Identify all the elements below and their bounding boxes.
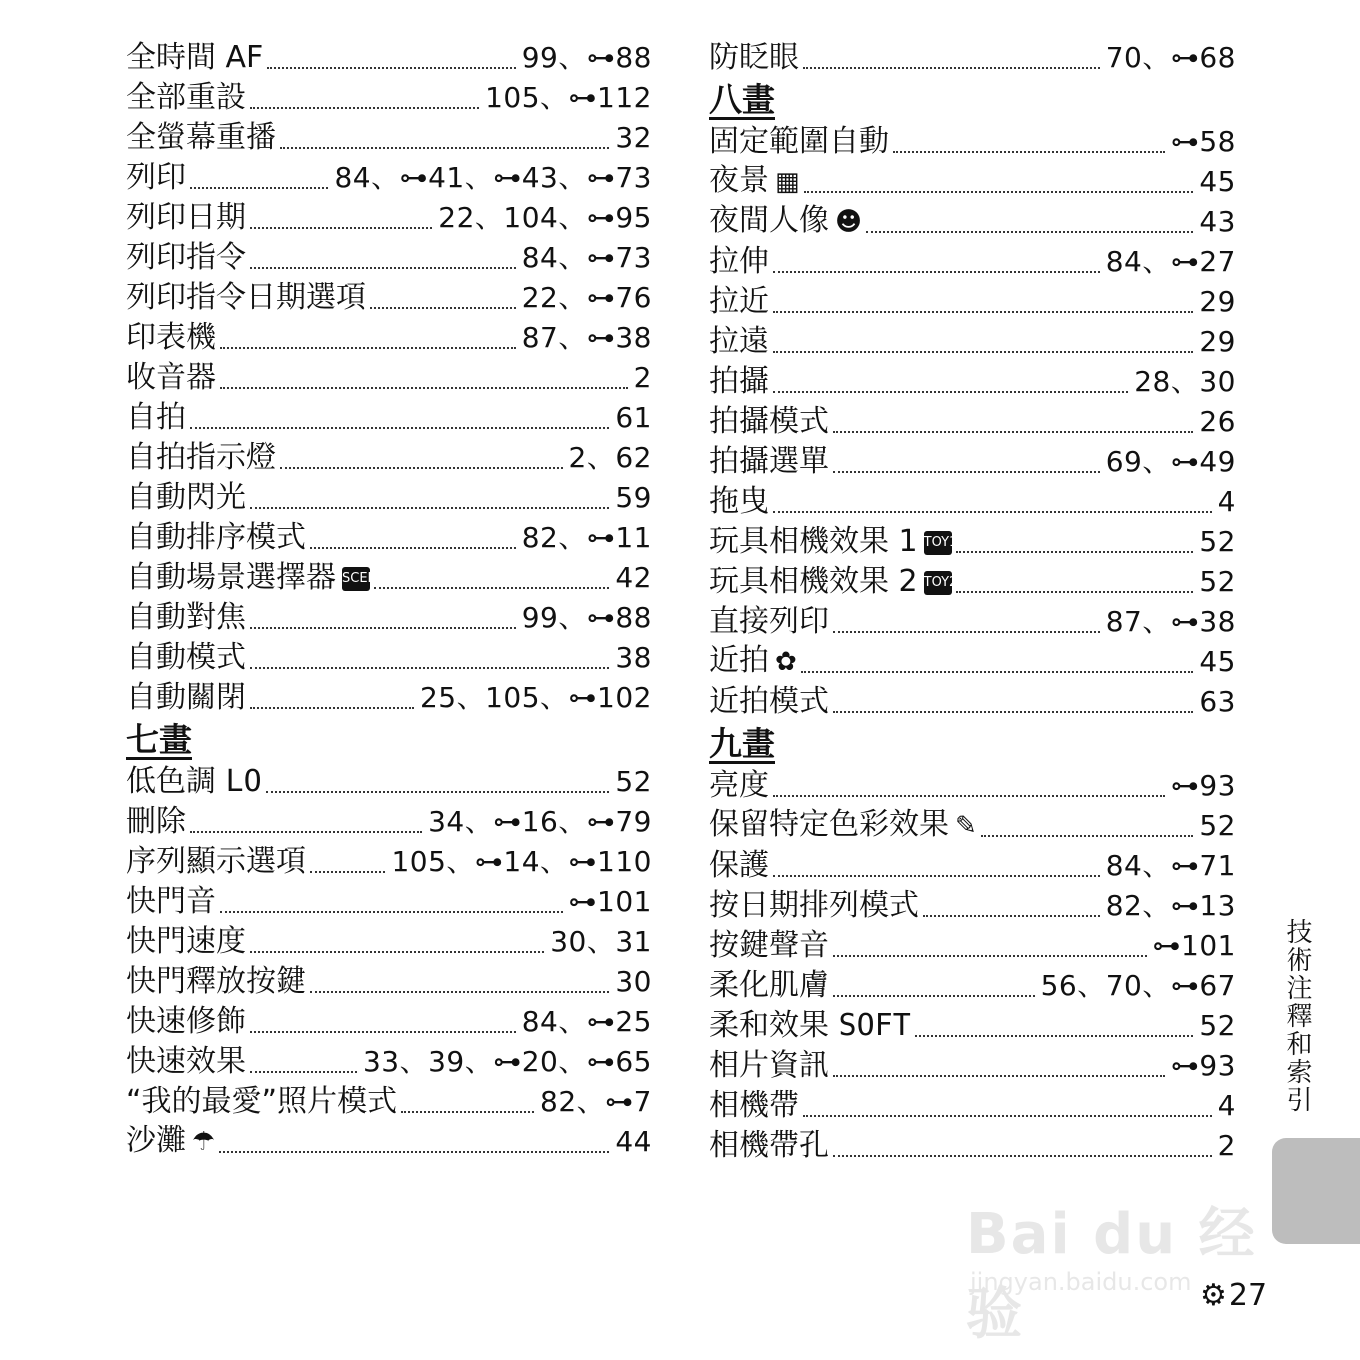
index-entry bbox=[126, 762, 652, 802]
index-page-refs: 30、31 bbox=[550, 925, 652, 958]
index-term-text: 快門釋放按鍵 bbox=[126, 964, 306, 999]
mode-icon: ▦ bbox=[775, 167, 800, 197]
index-term bbox=[709, 161, 800, 202]
index-page-refs: 52 bbox=[1199, 1009, 1236, 1042]
dot-leader bbox=[190, 427, 609, 429]
index-page-refs: 70、⊶68 bbox=[1105, 41, 1236, 74]
dot-leader bbox=[915, 1035, 1194, 1037]
index-term-text: 列印日期 bbox=[126, 200, 246, 235]
index-page-refs: ⊶93 bbox=[1170, 769, 1236, 802]
index-page-refs: 99、⊶88 bbox=[521, 601, 652, 634]
index-page-refs: 2 bbox=[633, 361, 652, 394]
mode-icon: ☻ bbox=[835, 207, 863, 237]
index-entry bbox=[709, 846, 1236, 886]
index-term-text: 拍攝模式 bbox=[709, 404, 829, 439]
dot-leader bbox=[310, 547, 516, 549]
index-term bbox=[709, 682, 829, 722]
index-term-text: “我的最愛”照片模式 bbox=[126, 1084, 398, 1119]
index-entry bbox=[126, 118, 652, 158]
index-entry bbox=[126, 802, 652, 842]
index-page-refs: 52 bbox=[1199, 525, 1236, 558]
index-term-text: 低色調 bbox=[126, 764, 216, 799]
index-term-text: 自動模式 bbox=[126, 640, 246, 675]
dot-leader bbox=[981, 835, 1194, 837]
index-term-text: 拉近 bbox=[709, 284, 769, 319]
dot-leader bbox=[803, 67, 1100, 69]
index-page-refs: 29 bbox=[1199, 325, 1236, 358]
dot-leader bbox=[220, 911, 563, 913]
index-page-refs: 22、⊶76 bbox=[521, 281, 652, 314]
dot-leader bbox=[804, 191, 1194, 193]
index-entry bbox=[709, 122, 1236, 162]
index-page-refs: 28、30 bbox=[1134, 365, 1236, 398]
dot-leader bbox=[833, 431, 1193, 433]
index-entry bbox=[709, 806, 1236, 846]
dot-leader bbox=[220, 347, 516, 349]
index-term bbox=[126, 922, 246, 962]
index-page-refs: 2、62 bbox=[568, 441, 652, 474]
index-entry bbox=[126, 678, 652, 718]
index-term bbox=[709, 362, 769, 402]
index-term bbox=[709, 602, 829, 642]
index-term bbox=[126, 678, 246, 718]
index-page-refs: 82、⊶13 bbox=[1105, 889, 1236, 922]
index-term bbox=[126, 38, 263, 78]
page-number bbox=[1200, 1278, 1267, 1313]
index-page-refs: 42 bbox=[615, 561, 652, 594]
index-term bbox=[709, 1046, 829, 1086]
section-side-label: 技術注釋和索引 bbox=[1282, 918, 1312, 1114]
index-term-text: 夜間人像 bbox=[709, 203, 829, 238]
index-term bbox=[126, 438, 276, 478]
index-entry bbox=[709, 682, 1236, 722]
index-term-text: 快速效果 bbox=[126, 1044, 246, 1079]
index-term bbox=[126, 158, 186, 198]
dot-leader bbox=[219, 1151, 609, 1153]
index-section-heading: 九畫 bbox=[709, 724, 775, 763]
index-entry bbox=[709, 402, 1236, 442]
index-term-text: 相片資訊 bbox=[709, 1048, 829, 1083]
index-page-refs: 32 bbox=[615, 121, 652, 154]
index-entry bbox=[126, 278, 652, 318]
index-page-refs: 87、⊶38 bbox=[521, 321, 652, 354]
dot-leader bbox=[370, 307, 516, 309]
index-term bbox=[126, 398, 186, 438]
index-entry bbox=[709, 642, 1236, 682]
dot-leader bbox=[220, 387, 628, 389]
index-term bbox=[126, 1002, 246, 1042]
index-entry bbox=[709, 282, 1236, 322]
dot-leader bbox=[833, 995, 1035, 997]
index-term-text: 刪除 bbox=[126, 804, 186, 839]
index-term-text: 保留特定色彩效果 bbox=[709, 807, 949, 842]
index-page-refs: 84、⊶73 bbox=[521, 241, 652, 274]
index-term bbox=[709, 641, 797, 682]
dot-leader bbox=[773, 795, 1165, 797]
index-term bbox=[709, 402, 829, 442]
index-page-refs: 59 bbox=[615, 481, 652, 514]
index-term bbox=[709, 38, 799, 78]
index-page-refs: 63 bbox=[1199, 685, 1236, 718]
index-page-refs: 43 bbox=[1199, 205, 1236, 238]
index-entry bbox=[126, 638, 652, 678]
index-page-refs: ⊶101 bbox=[568, 885, 652, 918]
index-page-refs: 45 bbox=[1199, 645, 1236, 678]
index-term bbox=[126, 278, 366, 318]
index-page-refs: 61 bbox=[615, 401, 652, 434]
index-term bbox=[709, 522, 958, 562]
dot-leader bbox=[401, 1111, 534, 1113]
index-entry bbox=[126, 558, 652, 598]
index-term-text: 列印 bbox=[126, 160, 186, 195]
index-page-refs: 69、⊶49 bbox=[1105, 445, 1236, 478]
mode-icon: ✿ bbox=[775, 647, 797, 677]
index-term bbox=[709, 805, 977, 846]
index-page-refs: ⊶101 bbox=[1152, 929, 1236, 962]
index-entry bbox=[709, 766, 1236, 806]
index-term-text: 直接列印 bbox=[709, 604, 829, 639]
dot-leader bbox=[250, 507, 609, 509]
index-entry bbox=[709, 1086, 1236, 1126]
dot-leader bbox=[833, 711, 1193, 713]
dot-leader bbox=[190, 831, 422, 833]
index-term-text: 自動排序模式 bbox=[126, 520, 306, 555]
index-entry bbox=[709, 362, 1236, 402]
index-term bbox=[126, 518, 306, 558]
index-page-refs: 33、39、⊶20、⊶65 bbox=[362, 1045, 652, 1078]
index-term-text: 列印指令 bbox=[126, 240, 246, 275]
index-term-text: 拉伸 bbox=[709, 244, 769, 279]
dot-leader bbox=[833, 955, 1147, 957]
dot-leader bbox=[923, 915, 1100, 917]
index-entry bbox=[126, 1002, 652, 1042]
index-term-text: 近拍模式 bbox=[709, 684, 829, 719]
index-page-refs: 84、⊶71 bbox=[1105, 849, 1236, 882]
index-page-refs: 26 bbox=[1199, 405, 1236, 438]
index-term-text: 收音器 bbox=[126, 360, 216, 395]
index-term-text: 自動閃光 bbox=[126, 480, 246, 515]
dot-leader bbox=[773, 875, 1100, 877]
index-term bbox=[126, 1082, 397, 1122]
technical-notes-icon: ⚙ bbox=[1200, 1278, 1227, 1313]
index-entry bbox=[126, 842, 652, 882]
index-term-text: 按日期排列模式 bbox=[709, 888, 919, 923]
dot-leader bbox=[250, 227, 432, 229]
index-term-text: 自動對焦 bbox=[126, 600, 246, 635]
index-term bbox=[709, 282, 769, 322]
dot-leader bbox=[833, 471, 1100, 473]
index-entry bbox=[126, 882, 652, 922]
index-term bbox=[709, 322, 769, 362]
mode-icon: ✎ bbox=[955, 811, 977, 841]
index-term bbox=[126, 882, 216, 922]
index-entry bbox=[126, 398, 652, 438]
index-page-refs: 105、⊶14、⊶110 bbox=[391, 845, 652, 878]
index-term bbox=[126, 1042, 246, 1082]
index-page-refs: 22、104、⊶95 bbox=[438, 201, 652, 234]
index-term-text: 玩具相機效果 2 bbox=[709, 564, 918, 599]
index-term-text: 近拍 bbox=[709, 643, 769, 678]
dot-leader bbox=[801, 671, 1194, 673]
index-term bbox=[709, 242, 769, 282]
dot-leader bbox=[773, 511, 1212, 513]
index-term-text: 快速修飾 bbox=[126, 1004, 246, 1039]
watermark-logo-text: Bai du 经验 bbox=[966, 1202, 1257, 1347]
dot-leader bbox=[956, 551, 1194, 553]
dot-leader bbox=[267, 67, 515, 69]
index-right-column bbox=[709, 38, 1236, 1166]
index-entry bbox=[126, 78, 652, 118]
page-number-value: 27 bbox=[1228, 1278, 1268, 1313]
dot-leader bbox=[250, 707, 414, 709]
index-term-text: 沙灘 bbox=[126, 1123, 186, 1158]
index-page-refs: 4 bbox=[1217, 485, 1236, 518]
index-page-refs: 44 bbox=[615, 1125, 652, 1158]
index-term bbox=[126, 238, 246, 278]
index-term-text: 自動場景選擇器 bbox=[126, 560, 336, 595]
dot-leader bbox=[190, 187, 328, 189]
index-page-refs: 45 bbox=[1199, 165, 1236, 198]
index-entry bbox=[126, 38, 652, 78]
index-page-refs: 25、105、⊶102 bbox=[419, 681, 652, 714]
index-entry bbox=[126, 1042, 652, 1082]
index-page-refs: 52 bbox=[1199, 809, 1236, 842]
index-entry bbox=[709, 242, 1236, 282]
index-term-text: 夜景 bbox=[709, 163, 769, 198]
index-term-text: 保護 bbox=[709, 848, 769, 883]
index-term-text: 全部重設 bbox=[126, 80, 246, 115]
mode-icon: ☂ bbox=[192, 1127, 216, 1157]
dot-leader bbox=[833, 1075, 1165, 1077]
index-page-refs: 84、⊶25 bbox=[521, 1005, 652, 1038]
index-term-text: 亮度 bbox=[709, 768, 769, 803]
index-term bbox=[126, 638, 246, 678]
index-term bbox=[126, 478, 246, 518]
index-term-text: 自拍 bbox=[126, 400, 186, 435]
index-page-refs: 56、70、⊶67 bbox=[1040, 969, 1236, 1002]
dot-leader bbox=[266, 791, 610, 793]
index-term bbox=[709, 562, 958, 602]
index-term bbox=[709, 1086, 799, 1126]
index-term bbox=[126, 802, 186, 842]
index-term bbox=[126, 1121, 215, 1162]
index-term-text: 相機帶孔 bbox=[709, 1128, 829, 1163]
index-term-text: 固定範圍自動 bbox=[709, 124, 889, 159]
dot-leader bbox=[803, 1115, 1212, 1117]
mode-icon: TOY2 bbox=[924, 571, 952, 595]
index-entry bbox=[709, 522, 1236, 562]
index-page-refs: 2 bbox=[1217, 1129, 1236, 1162]
index-entry bbox=[709, 322, 1236, 362]
index-term-text: 列印指令日期選項 bbox=[126, 280, 366, 315]
dot-leader bbox=[250, 107, 479, 109]
index-entry bbox=[709, 602, 1236, 642]
index-term bbox=[709, 482, 769, 522]
index-term-text: 全螢幕重播 bbox=[126, 120, 276, 155]
index-term bbox=[709, 766, 769, 806]
index-page-refs: ⊶58 bbox=[1170, 125, 1236, 158]
index-term-text: 快門速度 bbox=[126, 924, 246, 959]
index-entry bbox=[709, 926, 1236, 966]
dot-leader bbox=[956, 591, 1194, 593]
index-term-text: 序列顯示選項 bbox=[126, 844, 306, 879]
index-term bbox=[126, 558, 386, 598]
index-term bbox=[709, 846, 769, 886]
index-page-refs: 4 bbox=[1217, 1089, 1236, 1122]
index-section-heading: 七畫 bbox=[126, 720, 192, 759]
index-term bbox=[709, 1126, 829, 1166]
index-entry bbox=[126, 1122, 652, 1162]
index-term-text: 拉遠 bbox=[709, 324, 769, 359]
section-tab bbox=[1272, 1138, 1360, 1244]
index-term-text: 快門音 bbox=[126, 884, 216, 919]
dot-leader bbox=[250, 267, 516, 269]
index-entry bbox=[126, 158, 652, 198]
index-page-refs: 30 bbox=[615, 965, 652, 998]
index-term bbox=[709, 966, 829, 1006]
index-left-column bbox=[126, 38, 652, 1162]
dot-leader bbox=[250, 1031, 516, 1033]
index-term bbox=[126, 318, 216, 358]
index-entry bbox=[126, 518, 652, 558]
index-page-refs: 84、⊶41、⊶43、⊶73 bbox=[334, 161, 652, 194]
index-term-text: 拍攝選單 bbox=[709, 444, 829, 479]
index-term-text: 全時間 AF bbox=[126, 40, 264, 75]
index-term bbox=[126, 598, 246, 638]
index-term-text: 按鍵聲音 bbox=[709, 928, 829, 963]
index-entry bbox=[126, 962, 652, 1002]
index-term bbox=[126, 842, 306, 882]
index-page-refs: 105、⊶112 bbox=[485, 81, 652, 114]
dot-leader bbox=[310, 871, 385, 873]
mode-icon: TOY1 bbox=[924, 531, 952, 555]
index-page-refs: 29 bbox=[1199, 285, 1236, 318]
index-page-refs: 52 bbox=[615, 765, 652, 798]
index-entry bbox=[709, 202, 1236, 242]
index-entry bbox=[709, 886, 1236, 926]
index-entry bbox=[126, 598, 652, 638]
dot-leader bbox=[866, 231, 1193, 233]
index-term-text: 柔化肌膚 bbox=[709, 968, 829, 1003]
index-term bbox=[709, 122, 889, 162]
index-entry bbox=[126, 922, 652, 962]
index-entry bbox=[126, 238, 652, 278]
index-term bbox=[126, 118, 276, 158]
index-term bbox=[126, 358, 216, 398]
index-entry bbox=[709, 562, 1236, 602]
index-term bbox=[126, 198, 246, 238]
index-term-text: 玩具相機效果 1 bbox=[709, 524, 918, 559]
index-entry bbox=[709, 966, 1236, 1006]
dot-leader bbox=[773, 351, 1193, 353]
dot-leader bbox=[310, 991, 609, 993]
index-term-text: 柔和效果 bbox=[709, 1008, 829, 1043]
index-entry bbox=[126, 198, 652, 238]
dot-leader bbox=[280, 147, 609, 149]
index-term-text: 防眨眼 bbox=[709, 40, 799, 75]
effect-label-icon: SOFT bbox=[838, 1008, 911, 1043]
index-entry bbox=[709, 38, 1236, 78]
index-entry bbox=[709, 442, 1236, 482]
dot-leader bbox=[893, 151, 1165, 153]
index-page-refs: 87、⊶38 bbox=[1105, 605, 1236, 638]
index-entry bbox=[126, 318, 652, 358]
index-term-text: 相機帶 bbox=[709, 1088, 799, 1123]
index-entry bbox=[126, 1082, 652, 1122]
watermark-url: jingyan.baidu.com bbox=[970, 1268, 1192, 1296]
dot-leader bbox=[250, 951, 544, 953]
index-entry bbox=[126, 478, 652, 518]
index-term bbox=[126, 962, 306, 1002]
index-term bbox=[709, 926, 829, 966]
index-entry bbox=[126, 358, 652, 398]
index-page-refs: 82、⊶7 bbox=[540, 1085, 652, 1118]
index-page-refs: 99、⊶88 bbox=[521, 41, 652, 74]
index-term bbox=[709, 1006, 911, 1046]
dot-leader bbox=[833, 631, 1100, 633]
index-term-text: 自動關閉 bbox=[126, 680, 246, 715]
index-entry bbox=[709, 1046, 1236, 1086]
index-page-refs: 82、⊶11 bbox=[521, 521, 652, 554]
dot-leader bbox=[773, 311, 1193, 313]
dot-leader bbox=[250, 627, 516, 629]
index-page-refs: ⊶93 bbox=[1170, 1049, 1236, 1082]
effect-label-icon: LO bbox=[225, 764, 262, 799]
index-entry bbox=[709, 162, 1236, 202]
index-term bbox=[709, 442, 829, 482]
index-section-heading: 八畫 bbox=[709, 80, 775, 119]
index-page-refs: 84、⊶27 bbox=[1105, 245, 1236, 278]
index-term-text: 拍攝 bbox=[709, 364, 769, 399]
index-term-text: 拖曳 bbox=[709, 484, 769, 519]
dot-leader bbox=[773, 271, 1100, 273]
index-page-refs: 34、⊶16、⊶79 bbox=[428, 805, 652, 838]
index-entry bbox=[709, 1006, 1236, 1046]
index-term bbox=[126, 78, 246, 118]
index-page-refs: 52 bbox=[1199, 565, 1236, 598]
index-page-refs: 38 bbox=[615, 641, 652, 674]
dot-leader bbox=[280, 467, 563, 469]
index-entry bbox=[709, 482, 1236, 522]
dot-leader bbox=[773, 391, 1128, 393]
index-term-text: 自拍指示燈 bbox=[126, 440, 276, 475]
index-term bbox=[709, 886, 919, 926]
index-term bbox=[126, 762, 262, 802]
dot-leader bbox=[374, 587, 609, 589]
mode-icon: SCENE bbox=[342, 567, 370, 591]
dot-leader bbox=[250, 1071, 357, 1073]
index-term bbox=[709, 201, 862, 242]
index-term-text: 印表機 bbox=[126, 320, 216, 355]
index-entry bbox=[126, 438, 652, 478]
dot-leader bbox=[250, 667, 609, 669]
